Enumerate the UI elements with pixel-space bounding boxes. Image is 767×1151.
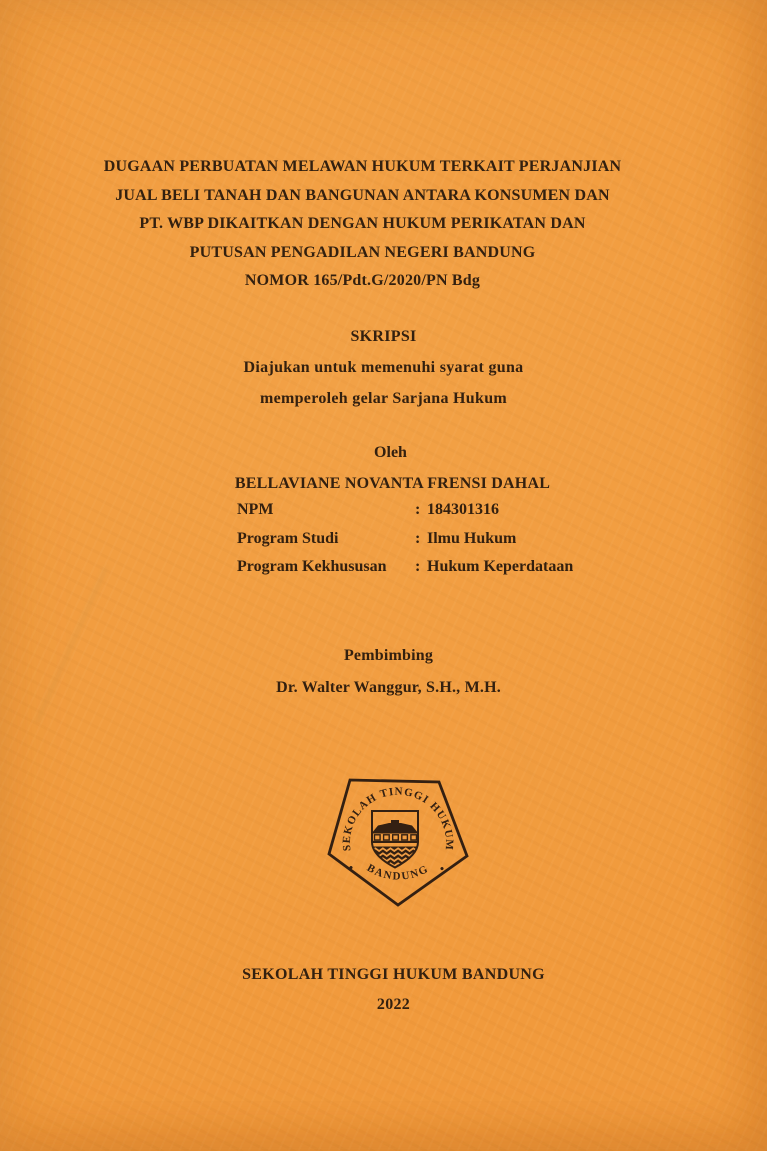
document-type: SKRIPSI [350,328,417,345]
program-kekhususan-label: Program Kekhususan [237,558,387,576]
purpose-line-2: memperoleh gelar Sarjana Hukum [259,390,508,407]
advisor-name: Dr. Walter Wanggur, S.H., M.H. [276,679,501,696]
publication-year: 2022 [376,996,411,1013]
building-roof-icon [372,823,419,834]
battlement-wall-icon [375,835,417,840]
npm-label: NPM [237,501,274,519]
wall-base-icon [372,841,418,843]
program-studi-value: Ilmu Hukum [427,529,517,547]
by-label: Oleh [374,444,407,461]
document-type-section [0,321,767,414]
institution-name: SEKOLAH TINGGI HUKUM BANDUNG [242,966,545,983]
colon-separator: : [415,529,421,547]
npm-value: 184301316 [427,501,499,519]
purpose-line-1: Diajukan untuk memenuhi syarat guna [243,359,524,376]
emblem-right-dot-icon: • [439,865,445,875]
emblem-left-dot-icon: • [348,864,354,874]
footer-section [10,960,767,1020]
detail-row-npm [237,496,597,525]
detail-row-program-kekhususan [237,553,597,582]
program-studi-label: Program Studi [237,529,339,547]
thesis-title [0,153,746,296]
detail-row-program-studi [237,525,597,554]
advisor-section [5,640,767,704]
emblem-shield-icon [372,811,419,868]
colon-separator: : [415,558,421,576]
emblem-arc-top-text: SEKOLAH TINGGI HUKUM [340,785,456,852]
author-details [237,496,597,582]
title-line-2: JUAL BELI TANAH DAN BANGUNAN ANTARA KONSUMEN DAN [115,186,610,204]
sthb-emblem-logo [325,776,471,910]
title-line-1: DUGAAN PERBUATAN MELAWAN HUKUM TERKAIT PERJANJIAN [103,158,622,175]
title-line-3: PT. WBP DIKAITKAN DENGAN HUKUM PERIKATAN DAN [139,215,586,232]
author-name: BELLAVIANE NOVANTA FRENSI DAHAL [234,475,551,492]
title-line-4: PUTUSAN PENGADILAN NEGERI BANDUNG [189,243,536,261]
colon-separator: : [415,501,421,519]
emblem-arc-bottom-text: BANDUNG [364,861,432,883]
advisor-heading: Pembimbing [343,647,434,664]
paper-texture-streak [505,702,538,787]
program-kekhususan-value: Hukum Keperdataan [427,558,574,576]
title-line-5: NOMOR 165/Pdt.G/2020/PN Bdg [244,272,481,289]
